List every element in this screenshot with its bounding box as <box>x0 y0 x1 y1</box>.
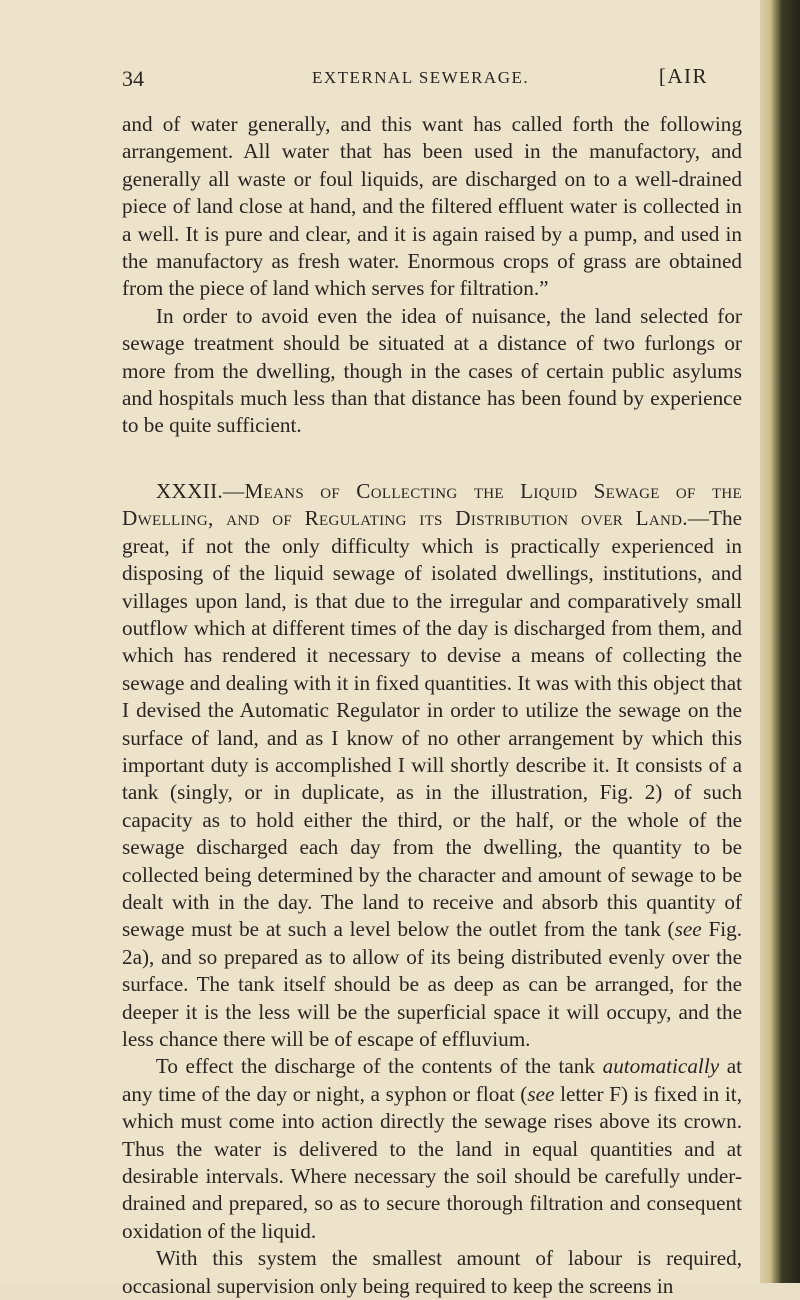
syphon-text-2: at any time of the day or night, a syphon or float ( <box>122 1054 742 1106</box>
running-head: EXTERNAL SEWERAGE. <box>312 68 530 87</box>
paragraph-continued: and of water generally, and this want has called forth the following arrangement. All water that has been used in the manufactory, and generally all waste or foul liquids, are discharged on to a well-drained piece of land close at hand, and the filtered effluent water is collected in a well. It is pure and clear, and it is again raised by a pump, and used in the manufactory as fresh water. Enormous crops of grass are obtained from the piece of land which serves for filtration.” <box>122 112 742 301</box>
see-reference-2: see <box>527 1081 555 1106</box>
automatically-emphasis: automatically <box>602 1054 720 1079</box>
section-text: —The great, if not the only difficulty which is practically experienced in disposing of the liquid sewage of isolated dwellings, institutions, and villages upon land, is that due to the irregular and comparatively small outflow which at different times of the day is discharged from them, and which has rendered it necessary to devise a means of collecting the sewage and dealing with it in fixed quantities. It was with this object that I devised the Automatic Regulator in order to utilize the sewage on the surface of land, and as I know of no other arrangement by which this important duty is accomplished I will shortly describe it. It consists of a tank (singly, or in duplicate, as in the illustration, Fig. 2) of such capacity as to hold either the third, or the half, or the whole of the sewage discharged each day from the dwelling, the quantity to be collected being determined by the character and amount of sewage to be dealt with in the day. The land to receive and absorb this quantity of sewage must be at such a level below the outlet from the tank ( <box>122 506 742 942</box>
paragraph-labour: With this system the smallest amount of labour is required, occasional supervision only being required to keep the screens in <box>122 1246 742 1298</box>
book-binding-edge <box>760 0 800 1283</box>
paragraph-syphon <box>122 1053 742 1245</box>
syphon-text-1: To effect the discharge of the contents of the tank <box>155 1054 603 1079</box>
body-text <box>122 111 742 1300</box>
page-header <box>122 62 742 96</box>
see-reference: see <box>674 917 702 942</box>
syphon-text-3: letter F) is fixed in it, which must come into action directly the sewage rises above its crown. Thus the water is delivered to the land in equal quantities and at desirable intervals. Where necessary the soil should be carefully under-drained and prepared, so as to secure thorough filtration and consequent oxidation of the liquid. <box>122 1081 742 1243</box>
page-number: 34 <box>122 66 144 91</box>
section-heading: XXXII.—Means of Collecting the Liquid Sewage of the Dwelling, and of Regulating its Distribution over Land. <box>122 478 742 531</box>
section-xxxii <box>122 478 742 1054</box>
running-head-right: [AIR <box>658 64 708 88</box>
paragraph-site-distance: In order to avoid even the idea of nuisance, the land selected for sewage treatment should be situated at a distance of two furlongs or more from the dwelling, though in the cases of certain public asylums and hospitals much less than that distance has been found by experience to be quite sufficient. <box>122 303 742 438</box>
section-text-cont: Fig. 2a), and so prepared as to allow of its being distributed evenly over the surface. The tank itself should be as deep as can be arranged, for the deeper it is the less will be the superficial space it will occupy, and the less chance there will be of escape of effluvium. <box>122 917 743 1051</box>
